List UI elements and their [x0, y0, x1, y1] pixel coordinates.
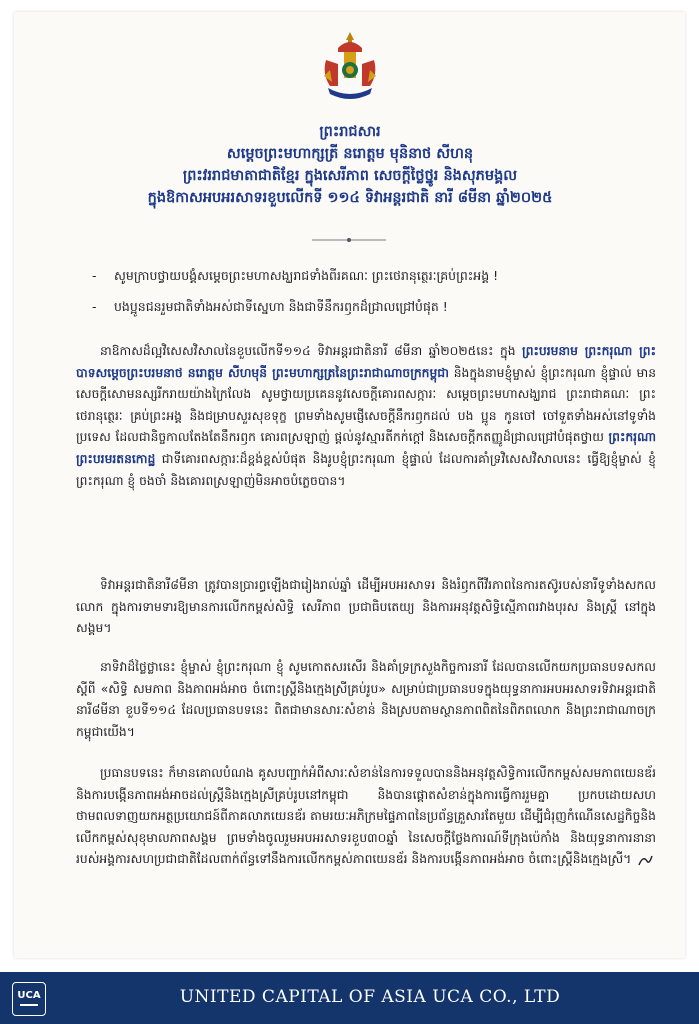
company-name: UNITED CAPITAL OF ASIA UCA CO., LTD [179, 987, 561, 1007]
ornament-divider [312, 237, 386, 243]
paragraph-4 [76, 763, 656, 871]
paragraph-2 [76, 575, 656, 640]
uca-logo-text: UCA [17, 990, 41, 1001]
greeting-text-1: សូមក្រាបថ្វាយបង្គំសម្ដេចព្រះមហាសង្ឃរាជទាំងពីរគណៈ ព្រះថេរានុត្ថេរៈគ្រប់ព្រះអង្គ ! [114, 268, 499, 283]
paragraph-1 [76, 341, 656, 492]
letter-heading-4: ក្នុងឱកាសអបអរសាទរខួបលើកទី ១១៤ ទិវាអន្តរជាតិ នារី ៨មីនា ឆ្នាំ២០២៥ [147, 190, 553, 206]
letter-heading-1: ព្រះរាជសារ [319, 124, 381, 140]
paragraph-1-text-a: នាឱកាសដ៏ល្អវិសេសវិសាលនៃខួបលើកទី១១៤ ទិវាអន្តរជាតិនារី ៨មីនា ឆ្នាំ២០២៥នេះ ក្នុង [100, 344, 523, 358]
greeting-text-2: បងប្អូនជនរួមជាតិទាំងអស់ជាទីស្នេហា និងជាទីនឹករឭកដ៏ជ្រាលជ្រៅបំផុត ! [114, 299, 448, 314]
greeting-line-1: - សូមក្រាបថ្វាយបង្គំសម្ដេចព្រះមហាសង្ឃរាជទាំងពីរគណៈ ព្រះថេរានុត្ថេរៈគ្រប់ព្រះអង្គ ! [92, 268, 499, 283]
letter-heading-3: ព្រះវររាជមាតាជាតិខ្មែរ ក្នុងសេរីភាព សេចក្ដីថ្លៃថ្នូរ និងសុភមង្គល [182, 168, 518, 184]
paragraph-1-text-b: និងក្នុងនាមខ្ញុំម្ចាស់ ខ្ញុំព្រះករុណា ខ្ញុំផ្ទាល់ មានសេចក្ដីសោមនស្សរីករាយយ៉ាងក្រៃលែង សូមថ្វាយប្រគេននូវសេចក្ដីគោរពសក្ការៈ សម្ដេចព្រះមហាសង្ឃរាជ ព្រះរាជាគណៈ ព្រះថេរានុត្ថេរៈ គ្រប់ព្រះអង្គ និងជម្រាបសួរសុខទុក្ខ ព្រមទាំងសូមផ្ញើសេចក្ដីនឹករឭកដល់ បង ប្អូន កូនចៅ ចៅទួតទាំងអស់នៅទូទាំងប្រទេស ដែលជានិច្ចកាលតែងតែនឹករឭក គោរពស្រឡាញ់ ផ្ដល់នូវស្មារតីកក់ក្ដៅ និងសេចក្ដីកតញ្ញូដ៏ជ្រាលជ្រៅបំផុតថ្វាយ [76, 365, 656, 445]
company-footer-bar [0, 972, 699, 1024]
paragraph-3-text: នាទិវាដ៏ថ្លៃថ្លានេះ ខ្ញុំម្ចាស់ ខ្ញុំព្រះករុណា ខ្ញុំ សូមកោតសរសើរ និងគាំទ្រក្រសួងកិច្ចការនារី ដែលបានលើកយកប្រធានបទសកលស្ដីពី «សិទ្ធិ សមភាព និងភាពអង់អាច ចំពោះស្ត្រីនិងក្មេងស្រីគ្រប់រូប» សម្រាប់ជាប្រធានបទក្នុងយុទ្ធនាការអបអរសាទរទិវាអន្តរជាតិនារី៨មីនា ខួបទី១១៤ ដែលប្រធានបទនេះ ពិតជាមានសារៈសំខាន់ និងស្របតាមស្ថានភាពពិតនៃពិភពលោក និងព្រះរាជាណាចក្រកម្ពុជាយើង។ [76, 660, 656, 739]
paragraph-1-text-c: ជាទីគោរពសក្ការៈដ៏ខ្ពង់ខ្ពស់បំផុត និងរូបខ្ញុំព្រះករុណា ខ្ញុំផ្ទាល់ ដែលការគាំទ្រវិសេសវិសាលនេះ ធ្វើឱ្យខ្ញុំម្ចាស់ ខ្ញុំព្រះករុណា ខ្ញុំ ចងចាំ និងគោរពស្រឡាញ់មិនអាចបំភ្លេចបាន។ [76, 451, 656, 488]
paragraph-2-text: ទិវាអន្តរជាតិនារី៨មីនា ត្រូវបានប្រារព្ធឡើងជារៀងរាល់ឆ្នាំ ដើម្បីអបអរសាទរ និងរំឭកពីវីរភាពនៃការតស៊ូរបស់នារីទូទាំងសកលលោក ក្នុងការទាមទារឱ្យមានការលើកកម្ពស់សិទ្ធិ សេរីភាព ប្រជាធិបតេយ្យ និងការអនុវត្តសិទ្ធិស្មើភាពរវាងបុរស និងស្ត្រី នៅក្នុងសង្គម។ [76, 578, 656, 636]
greeting-line-2: - បងប្អូនជនរួមជាតិទាំងអស់ជាទីស្នេហា និងជាទីនឹករឭកដ៏ជ្រាលជ្រៅបំផុត ! [92, 299, 448, 314]
paragraph-1-bold-a: ព្រះបរមនាម ព្រះករុណា ព្រះបាទសម្ដេចព្រះបរមនាថ នរោត្តម សីហមុនី ព្រះមហាក្សត្រនៃព្រះរាជាណាចក្រកម្ពុជា [76, 344, 656, 380]
paragraph-3 [76, 657, 656, 743]
signature-flourish-icon [637, 853, 653, 867]
letter-heading-2: សម្ដេចព្រះមហាក្សត្រី នរោត្តម មុនិនាថ សីហនុ [226, 146, 474, 162]
paragraph-4-text: ប្រធានបទនេះ ក៏មានគោលបំណង គូសបញ្ជាក់អំពីសារៈសំខាន់នៃការទទួលបាននិងអនុវត្តសិទ្ធិការលើកកម្ពស់សមភាពយេនឌ័រ និងការបង្កើនភាពអង់អាចដល់ស្ត្រីនិងក្មេងស្រីគ្រប់រូបនៅកម្ពុជា និងបានផ្ដោតសំខាន់ក្នុងការធ្វើការរួមគ្នា ប្រកបដោយសហថាមពលទាញយកអត្ថប្រយោជន៍ពីភាគលាភយេនឌ័រ តាមរយៈអភិក្រមផ្ទៃភាពនៃប្រព័ន្ធគ្រួសារតែមួយ ដើម្បីជំរុញកំណើនសេដ្ឋកិច្ចនិងលើកកម្ពស់សុខុមាលភាពសង្គម ព្រមទាំងចូលរួមអបអរសាទរខួប៣០ឆ្នាំ នៃសេចក្ដីថ្លែងការណ៍ទីក្រុងប៉េកាំង និងយុទ្ធនាការនានារបស់អង្គការសហប្រជាជាតិដែលពាក់ព័ន្ធទៅនឹងការលើកកម្ពស់ភាពយេនឌ័រ និងការបង្កើនភាពអង់អាច ចំពោះស្ត្រីនិងក្មេងស្រី។ [76, 766, 656, 867]
uca-logo [12, 982, 46, 1016]
royal-emblem-icon [318, 30, 382, 106]
paragraph-1-bold-b: ព្រះករុណា ព្រះបរមរតនកោដ្ឋ [76, 430, 656, 466]
